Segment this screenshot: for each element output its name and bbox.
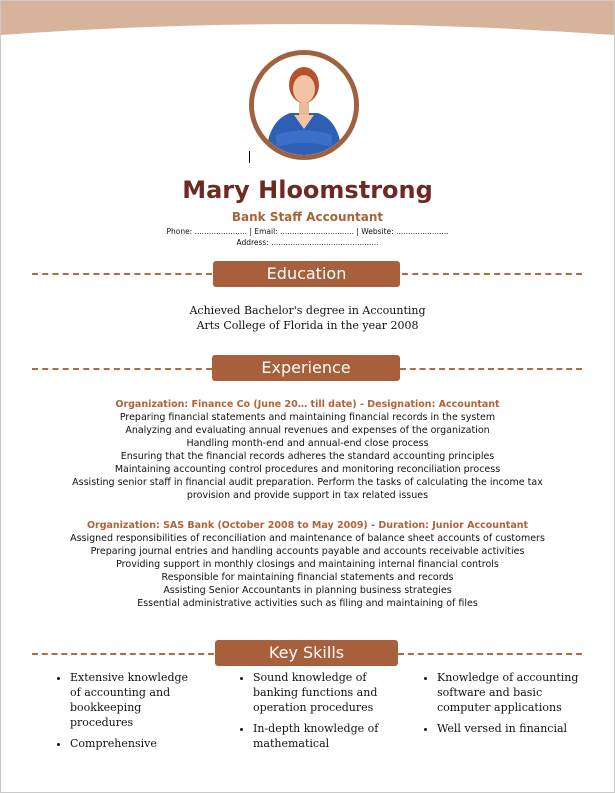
experience-heading: Experience [212, 355, 400, 381]
duty-item: Essential administrative activities such as filing and maintaining of files [137, 598, 478, 609]
duty-item: Preparing journal entries and handling accounts payable and accounts receivable activities [90, 546, 525, 557]
section-divider [398, 653, 582, 655]
skill-item: • Knowledge of accounting software and basic computer applications [437, 670, 579, 715]
duty-item: Ensuring that the financial records adheres the standard accounting principles [120, 451, 495, 462]
skills-column-1 [52, 670, 202, 757]
duty-item: Assigned responsibilities of reconciliation and maintenance of balance sheet accounts of customers [70, 533, 545, 544]
profile-photo [249, 50, 359, 160]
duty-item: Maintaining accounting control procedures and monitoring reconciliation process [114, 464, 501, 475]
education-heading: Education [213, 261, 400, 287]
skill-item: • Well versed in financial [437, 721, 579, 736]
organization-header: Organization: Finance Co (June 20… till date) - Designation: Accountant [115, 399, 500, 410]
section-divider [32, 368, 212, 370]
duty-item: Assisting Senior Accountants in planning business strategies [163, 585, 452, 596]
skills-column-2 [235, 670, 385, 757]
duty-item: Handling month-end and annual-end close process [186, 438, 429, 449]
skill-item: • In-depth knowledge of mathematical [253, 721, 385, 751]
duty-item: Analyzing and evaluating annual revenues and expenses of the organization [125, 425, 490, 436]
text-cursor [249, 151, 250, 163]
organization-header: Organization: SAS Bank (October 2008 to May 2009) - Duration: Junior Accountant [86, 520, 529, 531]
duty-item: Responsible for maintaining financial statements and records [161, 572, 454, 583]
candidate-name: Mary Hloomstrong [182, 176, 433, 204]
skills-column-3 [419, 670, 579, 742]
key-skills-heading: Key Skills [215, 640, 398, 666]
experience-entry [30, 398, 585, 502]
address-line: Address: ............................................. [236, 238, 379, 247]
duty-item: Preparing financial statements and maintaining financial records in the system [119, 412, 496, 423]
section-divider [402, 273, 582, 275]
section-divider [32, 273, 212, 275]
section-divider [400, 368, 582, 370]
contact-line: Phone: ...................... | Email: ............................... | Website: ...................... [166, 227, 449, 236]
duty-item: Providing support in monthly closings and maintaining internal financial controls [116, 559, 499, 570]
skill-item: • Sound knowledge of banking functions and operation procedures [253, 670, 385, 715]
job-title: Bank Staff Accountant [231, 210, 384, 224]
duty-item: Assisting senior staff in financial audit preparation. Perform the tasks of calculating the income tax provision and provide support in tax related issues [72, 477, 543, 501]
top-decorative-band [1, 1, 614, 35]
contact-details [0, 226, 615, 248]
skill-item: • Comprehensive [70, 736, 202, 751]
section-divider [32, 653, 214, 655]
education-details [0, 303, 615, 333]
degree: Achieved Bachelor's degree in Accounting [189, 304, 426, 317]
experience-entry [30, 519, 585, 610]
skill-item: • Extensive knowledge of accounting and bookkeeping procedures [70, 670, 202, 730]
school: Arts College of Florida in the year 2008 [196, 319, 419, 332]
